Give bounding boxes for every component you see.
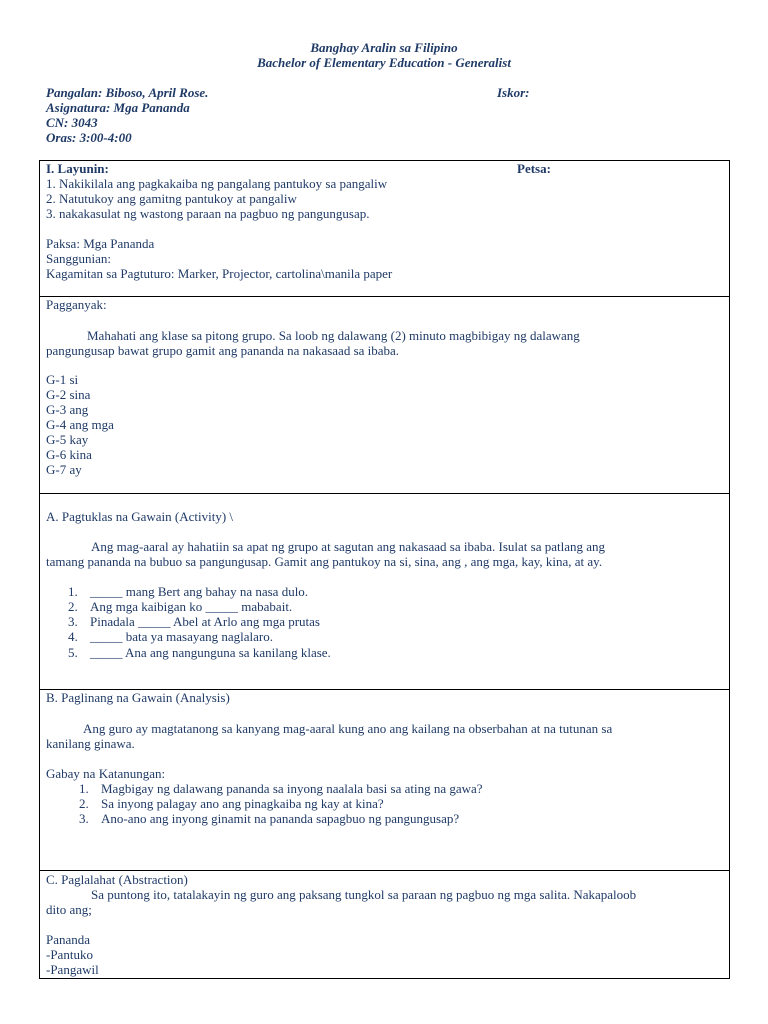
marker-list-title: Pananda [46, 932, 91, 947]
row-divider [39, 296, 730, 297]
activity-paragraph: tamang pananda na bubuo sa pangungusap. Gamit ang pantukoy na si, sina, ang , ang mga, kay, kina, at ay. [46, 554, 603, 569]
activity-item-number: 2. [68, 599, 78, 614]
group-item: G-6 kina [46, 447, 92, 462]
analysis-heading: B. Paglinang na Gawain (Analysis) [46, 690, 230, 705]
subject-label: Asignatura: Mga Pananda [46, 100, 190, 115]
question-number: 1. [79, 781, 89, 796]
analysis-paragraph: kanilang ginawa. [46, 736, 135, 751]
row-divider [39, 870, 730, 871]
activity-item-number: 5. [68, 645, 78, 660]
row-divider [39, 493, 730, 494]
objectives-heading: I. Layunin: [46, 161, 109, 176]
activity-item-text: _____ Ana ang nangunguna sa kanilang klase. [90, 645, 331, 660]
analysis-paragraph: Ang guro ay magtatanong sa kanyang mag-aaral kung ano ang kailang na obserbahan at na tutunan sa [83, 721, 613, 736]
document-title: Banghay Aralin sa Filipino [310, 40, 458, 55]
group-item: G-4 ang mga [46, 417, 114, 432]
marker-list-item: -Pantuko [46, 947, 93, 962]
activity-item-text: Ang mga kaibigan ko _____ mababait. [90, 599, 293, 614]
question-number: 2. [79, 796, 89, 811]
activity-item-text: Pinadala _____ Abel at Arlo ang mga prutas [90, 614, 320, 629]
abstraction-paragraph: Sa puntong ito, tatalakayin ng guro ang paksang tungkol sa paraan ng pagbuo ng mga salita. Nakapaloob [91, 887, 637, 902]
score-label: Iskor: [497, 85, 530, 100]
activity-paragraph: Ang mag-aaral ay hahatiin sa apat ng grupo at sagutan ang nakasaad sa ibaba. Isulat sa patlang ang [91, 539, 606, 554]
activity-item-number: 4. [68, 629, 78, 644]
cn-label: CN: 3043 [46, 115, 98, 130]
question-number: 3. [79, 811, 89, 826]
objective-item: 2. Natutukoy ang gamitng pantukoy at pangaliw [46, 191, 297, 206]
time-label: Oras: 3:00-4:00 [46, 130, 132, 145]
activity-item-number: 3. [68, 614, 78, 629]
topic-label: Paksa: Mga Pananda [46, 236, 155, 251]
document-subtitle: Bachelor of Elementary Education - Generalist [257, 55, 511, 70]
activity-item-number: 1. [68, 584, 78, 599]
question-text: Sa inyong palagay ano ang pinagkaiba ng kay at kina? [101, 796, 384, 811]
abstraction-heading: C. Paglalahat (Abstraction) [46, 872, 188, 887]
group-item: G-5 kay [46, 432, 89, 447]
motivation-paragraph: Mahahati ang klase sa pitong grupo. Sa loob ng dalawang (2) minuto magbibigay ng dalawang [87, 328, 580, 343]
motivation-paragraph: pangungusap bawat grupo gamit ang pananda na nakasaad sa ibaba. [46, 343, 400, 358]
lesson-plan-table [39, 160, 730, 979]
group-item: G-7 ay [46, 462, 82, 477]
question-text: Ano-ano ang inyong ginamit na pananda sapagbuo ng pangungusap? [101, 811, 460, 826]
abstraction-paragraph: dito ang; [46, 902, 92, 917]
date-label: Petsa: [517, 161, 551, 176]
activity-item-text: _____ bata ya masayang naglalaro. [90, 629, 274, 644]
objective-item: 1. Nakikilala ang pagkakaiba ng pangalang pantukoy sa pangaliw [46, 176, 388, 191]
group-item: G-1 si [46, 372, 79, 387]
question-text: Magbigay ng dalawang pananda sa inyong naalala basi sa ating na gawa? [101, 781, 483, 796]
student-name: Pangalan: Biboso, April Rose. [46, 85, 209, 100]
guide-questions-label: Gabay na Katanungan: [46, 766, 166, 781]
activity-item-text: _____ mang Bert ang bahay na nasa dulo. [90, 584, 309, 599]
objective-item: 3. nakakasulat ng wastong paraan na pagbuo ng pangungusap. [46, 206, 370, 221]
reference-label: Sanggunian: [46, 251, 111, 266]
activity-heading: A. Pagtuklas na Gawain (Activity) \ [46, 509, 234, 524]
marker-list-item: -Pangawil [46, 962, 99, 977]
materials-label: Kagamitan sa Pagtuturo: Marker, Projector, cartolina\manila paper [46, 266, 393, 281]
group-item: G-2 sina [46, 387, 91, 402]
group-item: G-3 ang [46, 402, 89, 417]
motivation-heading: Pagganyak: [46, 297, 107, 312]
